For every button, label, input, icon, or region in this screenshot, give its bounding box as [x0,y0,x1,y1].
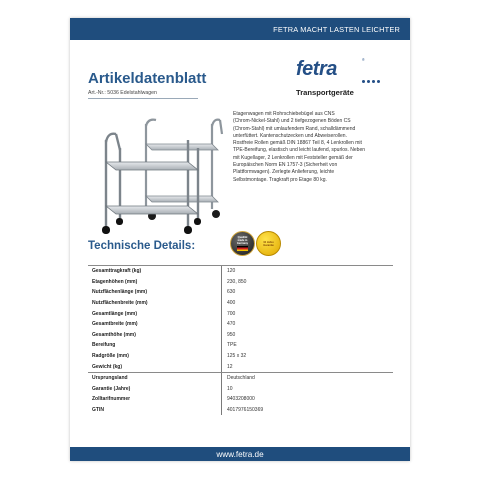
spec-row: Gesamtlänge (mm) 700 [88,308,393,319]
spec-row: GTIN 4017976150369 [88,405,393,416]
guarantee-badge: 10 Jahre Garantie [256,231,281,256]
spec-group-dimensions [88,265,393,373]
article-number: Art.-Nr.: 5036 Edelstahlwagen [88,90,157,96]
page-title: Artikeldatenblatt [88,70,207,87]
registered-mark: ® [362,58,365,62]
description-line: Europäischen Norm EN 1757-3 (Sicherheit von [233,162,338,169]
fetra-logo: fetra [296,58,337,80]
technical-details-heading: Technische Details: [88,240,196,252]
description-line: TPE-Bereifung, elastisch und leicht laufend, spurlos. Neben [233,147,366,154]
edelstahlwagen-image [94,114,234,239]
datasheet-page [70,18,410,461]
spec-row: Nutzflächenlänge (mm) 630 [88,287,393,298]
spec-row: Gesamttragkraft (kg) 120 [88,266,393,277]
spec-group-origin [88,373,393,415]
product-description [233,111,396,184]
spec-row: Radgröße (mm) 125 x 32 [88,351,393,362]
spec-table [88,265,393,415]
spec-row: Gesamtbreite (mm) 470 [88,319,393,330]
header-bar [70,18,410,40]
spec-row: Gewicht (kg) 12 [88,361,393,372]
footer-bar [70,447,410,461]
logo-dots [362,80,380,83]
footer-url-link[interactable]: www.fetra.de [216,449,264,459]
description-line: unterfüttert. Kantenschutzecken und Abweiserollen. [233,132,347,139]
description-line: (Chrom-Stahl) mit umlaufendem Rand, schalldämmend [233,125,356,132]
spec-row: Ursprungsland Deutschland [88,373,393,384]
german-flag-icon [237,246,248,251]
description-line: Plattformwagen). Zerlegte Anlieferung, leichte [233,169,335,176]
spec-row: Garantie (Jahre) 10 [88,384,393,395]
spec-row: Zolltarifnummer 9403208000 [88,394,393,405]
product-image [94,114,234,244]
description-line: mit Kugellager, 2 Lenkrollen mit Feststeller gemäß der [233,154,353,161]
made-in-germany-badge: Qualität made in Germany [230,231,255,256]
logo-subtitle: Transportgeräte [296,88,354,97]
header-slogan: FETRA MACHT LASTEN LEICHTER [273,24,400,34]
spec-row: Nutzflächenbreite (mm) 400 [88,298,393,309]
description-line: Rostfreie Rollen gemäß DIN 18867 Teil 8, 4 Lenkrollen mit [233,140,362,147]
spec-row: Gesamthöhe (mm) 950 [88,330,393,341]
spec-row: Bereifung TPE [88,340,393,351]
title-divider [88,98,198,99]
description-line: Selbstmontage. Tragkraft pro Etage 80 kg. [233,176,327,183]
description-line: (Chrom-Nickel-Stahl) und 2 tiefgezogenen Böden CS [233,118,351,125]
spec-row: Etagenhöhen (mm) 230, 850 [88,277,393,288]
description-line: Etagenwagen mit Rohrschiebebügel aus CNS [233,111,335,117]
